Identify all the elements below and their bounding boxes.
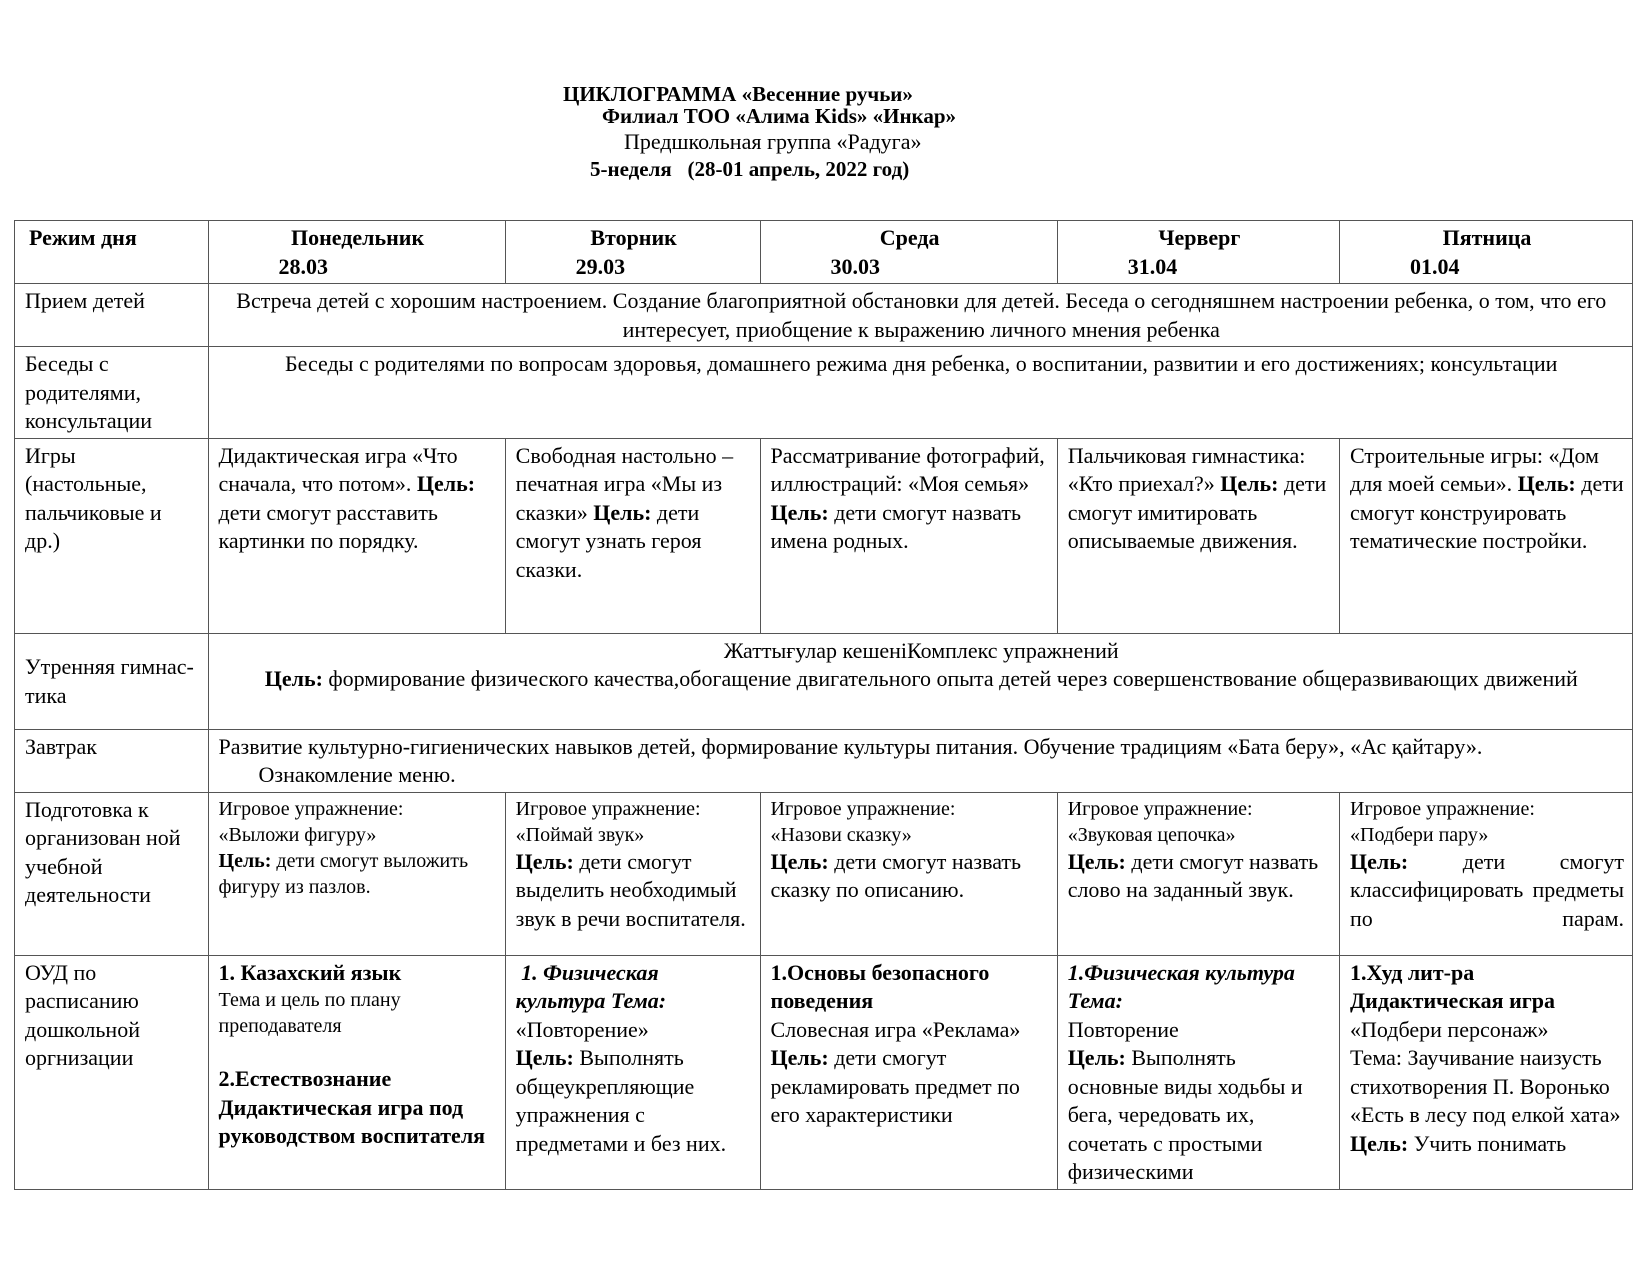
games-cell-mon xyxy=(208,438,505,633)
oud-topic: Тема: Заучивание наизусть стихотворения П. Воронько «Есть в лесу под елкой хата» xyxy=(1350,1045,1621,1127)
goal-label: Цель: xyxy=(1220,471,1279,496)
goal-label: Цель: xyxy=(264,666,323,691)
day-date: 31.04 xyxy=(1127,253,1178,279)
games-cell-fri xyxy=(1340,438,1633,633)
day-header-fri xyxy=(1340,221,1633,284)
day-name: Среда xyxy=(879,225,940,250)
goal-label: Цель: xyxy=(770,1045,829,1070)
goal-text: дети смогут назвать имена родных. xyxy=(770,499,1022,553)
goal-label: Цель: xyxy=(1067,1045,1126,1070)
goal-text: дети смогут конструировать тематические постройки. xyxy=(1350,471,1624,553)
breakfast-text: Развитие культурно-гигиенических навыков детей, формирование культуры питания. Обучение традициям «Бата беру», «Ас қайтару». xyxy=(218,733,1483,759)
header-row xyxy=(15,221,1633,284)
day-date: 29.03 xyxy=(575,253,626,279)
prep-cell-fri xyxy=(1340,792,1633,955)
goal-label: Цель: xyxy=(1350,1130,1409,1156)
day-header-wed xyxy=(760,221,1057,284)
goal-text: Выполнять основные виды ходьбы и бега, чередовать их, сочетать с простыми физическими xyxy=(1067,1045,1303,1184)
oud-title: 1.Худ лит-ра Дидактическая игра xyxy=(1350,959,1555,1013)
goal-label: Цель: xyxy=(593,499,652,525)
row-preparation xyxy=(15,792,1633,955)
day-date: 30.03 xyxy=(830,253,881,279)
day-name: Понедельник xyxy=(291,225,425,250)
prep-name: «Подбери пару» xyxy=(1350,823,1489,846)
goal-label: Цель: xyxy=(416,471,476,496)
day-name: Вторник xyxy=(590,225,677,250)
row-label: ОУД по расписанию дошкольной оргнизации xyxy=(15,955,209,1189)
game-title: Пальчиковая гимнастика: «Кто приехал?» xyxy=(1067,442,1306,496)
goal-label: Цель: xyxy=(218,849,272,872)
game-title: Строительные игры: «Дом для моей семьи». xyxy=(1350,442,1599,496)
prep-cell-tue xyxy=(505,792,760,955)
prep-name: «Назови сказку» xyxy=(770,823,912,846)
row-label: Беседы с родителями, консультации xyxy=(15,347,209,439)
oud-topic: «Повторение» xyxy=(515,1016,649,1042)
games-cell-thu xyxy=(1057,438,1339,633)
goal-label: Цель: xyxy=(1350,848,1409,874)
oud-topic: Повторение xyxy=(1067,1016,1179,1042)
oud-title: 1. Физическая культура Тема: xyxy=(515,959,667,1013)
goal-text: Учить понимать xyxy=(1408,1130,1567,1156)
prep-cell-mon xyxy=(208,792,505,955)
games-cell-wed xyxy=(760,438,1057,633)
oud-title: 1.Физическая культура Тема: xyxy=(1067,959,1295,1013)
week-label: 5-неделя (28-01 апрель, 2022 год) xyxy=(590,157,910,181)
col-header-regime: Режим дня xyxy=(15,221,209,284)
goal-label: Цель: xyxy=(770,848,829,874)
prep-cell-thu xyxy=(1057,792,1339,955)
goal-label: Цель: xyxy=(1067,848,1126,874)
goal-label: Цель: xyxy=(515,848,574,874)
group-name: Предшкольная группа «Радуга» xyxy=(624,129,922,154)
day-name: Черверг xyxy=(1158,225,1241,250)
goal-text: дети смогут рекламировать предмет по его характеристики xyxy=(770,1045,1020,1127)
row-label: Подготовка к организован ной учебной деятельности xyxy=(15,792,209,955)
schedule-table xyxy=(14,220,1633,1190)
goal-label: Цель: xyxy=(1517,471,1576,496)
row-label: Прием детей xyxy=(15,284,209,347)
oud-cell-thu xyxy=(1057,955,1339,1189)
prep-name: «Выложи фигуру» xyxy=(218,823,377,846)
oud-subject-1-text: Тема и цель по плану преподавателя xyxy=(218,989,401,1037)
row-label: Утренняя гимнас-тика xyxy=(15,633,209,729)
oud-title: 1.Основы безопасного поведения xyxy=(770,959,990,1013)
row-label: Завтрак xyxy=(15,729,209,792)
game-title: Рассматривание фотографий, иллюстраций: «Моя семья» xyxy=(770,442,1045,496)
goal-text: дети смогут имитировать описываемые движения. xyxy=(1067,471,1327,553)
row-oud xyxy=(15,955,1633,1189)
goal-text: дети смогут расставить картинки по порядку. xyxy=(218,499,438,553)
oud-cell-tue xyxy=(505,955,760,1189)
row-games xyxy=(15,438,1633,633)
goal-text: дети смогут выложить фигуру из пазлов. xyxy=(218,849,469,898)
goal-text: дети смогут узнать героя сказки. xyxy=(515,499,702,582)
doc-title: ЦИКЛОГРАММА «Весенние ручьи» xyxy=(563,82,913,106)
prep-type: Игровое упражнение: xyxy=(1067,797,1253,820)
day-header-tue xyxy=(505,221,760,284)
game-title: Свободная настольно – печатная игра «Мы из сказки» xyxy=(515,442,734,525)
goal-label: Цель: xyxy=(770,499,829,525)
goal-text: дети смогут классифицировать предметы по парам. xyxy=(1350,848,1624,931)
prep-name: «Звуковая цепочка» xyxy=(1067,823,1236,846)
goal-text: дети смогут назвать сказку по описанию. xyxy=(770,848,1022,902)
goal-text: дети смогут выделить необходимый звук в речи воспитателя. xyxy=(515,848,746,931)
reception-text: Встреча детей с хорошим настроением. Создание благоприятной обстановки для детей. Беседа о сегодняшнем настроении ребенка, о том, что его интересует, приобщение к выражению личного мнения ребенка xyxy=(208,284,1632,347)
prep-cell-wed xyxy=(760,792,1057,955)
goal-text: формирование физического качества,обогащение двигательного опыта детей через совершенствование общеразвивающих движений xyxy=(322,666,1578,691)
breakfast-cell xyxy=(208,729,1632,792)
games-cell-tue xyxy=(505,438,760,633)
prep-type: Игровое упражнение: xyxy=(515,797,701,820)
game-title: Дидактическая игра «Что сначала, что потом». xyxy=(218,442,458,496)
prep-type: Игровое упражнение: xyxy=(218,797,404,820)
oud-subject-2: 2.Естествознание Дидактическая игра под руководством воспитателя xyxy=(218,1066,486,1148)
prep-name: «Поймай звук» xyxy=(515,823,645,846)
gymnastics-title: Жаттығулар кешеніКомплекс упражнений xyxy=(723,637,1119,663)
prep-type: Игровое упражнение: xyxy=(770,797,956,820)
row-label: Игры (настольные, пальчиковые и др.) xyxy=(15,438,209,633)
oud-game: «Подбери персонаж» xyxy=(1350,1016,1549,1042)
oud-cell-wed xyxy=(760,955,1057,1189)
goal-text: дети смогут назвать слово на заданный звук. xyxy=(1067,848,1319,902)
gymnastics-goal xyxy=(219,665,1624,694)
prep-type: Игровое упражнение: xyxy=(1350,797,1535,820)
day-header-thu xyxy=(1057,221,1339,284)
row-gymnastics xyxy=(15,633,1633,729)
gymnastics-cell xyxy=(208,633,1632,729)
parents-text: Беседы с родителями по вопросам здоровья, домашнего режима дня ребенка, о воспитании, развитии и его достижениях; консультации xyxy=(208,347,1632,439)
day-date: 01.04 xyxy=(1410,253,1460,279)
oud-cell-fri xyxy=(1340,955,1633,1189)
day-date: 28.03 xyxy=(278,253,329,279)
oud-cell-mon xyxy=(208,955,505,1189)
day-header-mon xyxy=(208,221,505,284)
goal-text: Выполнять общеукрепляющие упражнения с предметами и без них. xyxy=(515,1045,727,1156)
row-reception xyxy=(15,284,1633,347)
row-breakfast xyxy=(15,729,1633,792)
day-name: Пятница xyxy=(1442,225,1532,250)
goal-label: Цель: xyxy=(515,1045,574,1070)
oud-game: Словесная игра «Реклама» xyxy=(770,1016,1021,1042)
row-parents xyxy=(15,347,1633,439)
branch-name: Филиал ТОО «Алима Kids» «Инкар» xyxy=(602,104,957,128)
breakfast-menu: Ознакомление меню. xyxy=(258,762,456,787)
oud-subject-1: 1. Казахский язык xyxy=(218,959,402,985)
